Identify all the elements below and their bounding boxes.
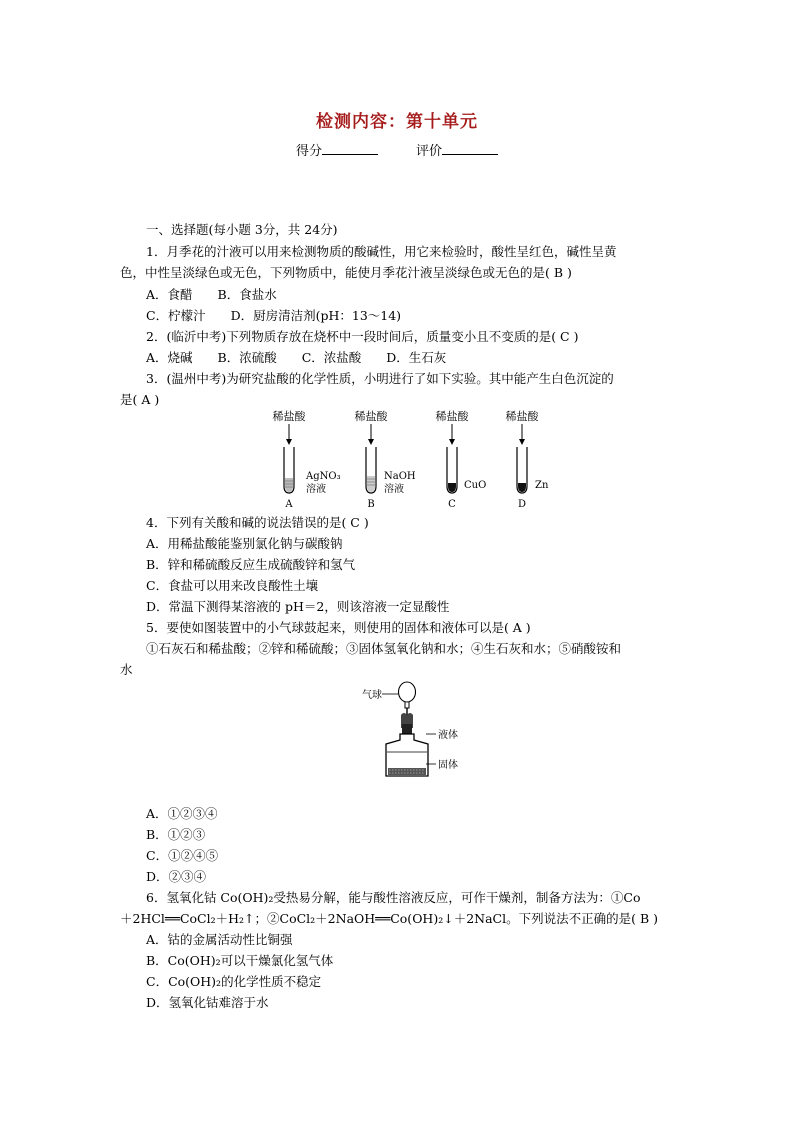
q1-stem-line1: 1．月季花的汁液可以用来检测物质的酸碱性，用它来检验时，酸性呈红色，碱性呈黄 bbox=[146, 244, 617, 259]
tube-a-acid-label: 稀盐酸 bbox=[272, 410, 306, 423]
q5-choices-line1: ①石灰石和稀盐酸；②锌和稀硫酸；③固体氢氧化钠和水；④生石灰和水；⑤硝酸铵和 bbox=[146, 641, 622, 656]
q6-stem-line2: ＋2HCl══CoCl₂＋H₂↑；②CoCl₂＋2NaOH══Co(OH)₂↓＋2NaCl。下列说法不正确的是( B ) bbox=[120, 911, 658, 926]
q2-options: A．烧碱 B．浓硫酸 C．浓盐酸 D．生石灰 bbox=[146, 350, 447, 365]
tube-d-acid-label: 稀盐酸 bbox=[505, 410, 539, 423]
q1-stem-line2: 色，中性呈淡绿色或无色，下列物质中，能使月季花汁液呈淡绿色或无色的是( B ) bbox=[120, 265, 572, 280]
solid-label: 固体 bbox=[438, 760, 458, 771]
tube-d-label: D bbox=[517, 499, 527, 510]
evaluation-blank bbox=[442, 142, 498, 155]
page-title: 检测内容：第十单元 bbox=[316, 112, 478, 132]
tube-a-reagent-1: AgNO₃ bbox=[306, 471, 341, 482]
q4-option-d: D．常温下测得某溶液的 pH＝2，则该溶液一定显酸性 bbox=[146, 599, 450, 614]
balloon-label: 气球 bbox=[362, 690, 382, 701]
score-label: 得分 bbox=[295, 144, 322, 159]
test-tube-a bbox=[273, 409, 341, 510]
test-tube-c bbox=[436, 409, 487, 510]
tube-a-reagent-2: 溶液 bbox=[306, 484, 326, 495]
q4-option-c: C．食盐可以用来改良酸性土壤 bbox=[146, 578, 319, 593]
tube-b-label: B bbox=[367, 499, 375, 510]
q6-option-a: A．钴的金属活动性比铜强 bbox=[146, 932, 293, 947]
evaluation-label: 评价 bbox=[416, 144, 443, 159]
score-line bbox=[0, 140, 794, 159]
q3-stem-line1: 3．(温州中考)为研究盐酸的化学性质，小明进行了如下实验。其中能产生白色沉淀的 bbox=[146, 371, 614, 386]
tube-c-acid-label: 稀盐酸 bbox=[435, 410, 469, 423]
q4-option-a: A．用稀盐酸能鉴别氯化钠与碳酸钠 bbox=[146, 536, 343, 551]
q5-choices-line2: 水 bbox=[120, 662, 133, 677]
section-heading: 一、选择题(每小题 3分，共 24分) bbox=[146, 222, 338, 237]
q4-option-b: B．锌和稀硫酸反应生成硫酸锌和氢气 bbox=[146, 557, 356, 572]
q4-stem: 4．下列有关酸和碱的说法错误的是( C ) bbox=[146, 515, 369, 530]
q5-option-c: C．①②④⑤ bbox=[146, 848, 219, 863]
q1-options-line2: C．柠檬汁 D．厨房清洁剂(pH：13～14) bbox=[146, 308, 402, 323]
tube-b-reagent-2: 溶液 bbox=[384, 484, 404, 495]
tube-b-acid-label: 稀盐酸 bbox=[354, 410, 388, 423]
q6-option-b: B．Co(OH)₂可以干燥氯化氢气体 bbox=[146, 953, 334, 968]
q2-stem: 2．(临沂中考)下列物质存放在烧杯中一段时间后，质量变小且不变质的是( C ) bbox=[146, 329, 579, 344]
tube-c-label: C bbox=[448, 499, 456, 510]
tube-d-reagent-1: Zn bbox=[535, 480, 549, 491]
tube-c-reagent-1: CuO bbox=[464, 480, 487, 491]
test-tube-d bbox=[506, 409, 549, 510]
q6-stem-line1: 6．氢氧化钴 Co(OH)₂受热易分解，能与酸性溶液反应，可作干燥剂，制备方法为：①Co bbox=[146, 890, 641, 905]
q6-option-d: D．氢氧化钴难溶于水 bbox=[146, 995, 269, 1010]
q1-options-line1: A．食醋 B．食盐水 bbox=[146, 287, 277, 302]
q3-test-tubes-figure bbox=[265, 406, 565, 512]
score-blank bbox=[322, 142, 378, 155]
q5-balloon-apparatus-figure bbox=[360, 678, 470, 784]
balloon-shape bbox=[399, 682, 416, 702]
q5-option-d: D．②③④ bbox=[146, 869, 207, 884]
q5-option-a: A．①②③④ bbox=[146, 806, 218, 821]
tube-a-label: A bbox=[285, 499, 293, 510]
q5-option-b: B．①②③ bbox=[146, 827, 206, 842]
liquid-label: 液体 bbox=[438, 730, 458, 741]
q6-option-c: C．Co(OH)₂的化学性质不稳定 bbox=[146, 974, 322, 989]
q3-stem-line2: 是( A ) bbox=[120, 392, 160, 407]
test-tube-b bbox=[355, 409, 416, 510]
tube-b-reagent-1: NaOH bbox=[384, 471, 416, 482]
q5-stem: 5．要使如图装置中的小气球鼓起来，则使用的固体和液体可以是( A ) bbox=[146, 620, 531, 635]
